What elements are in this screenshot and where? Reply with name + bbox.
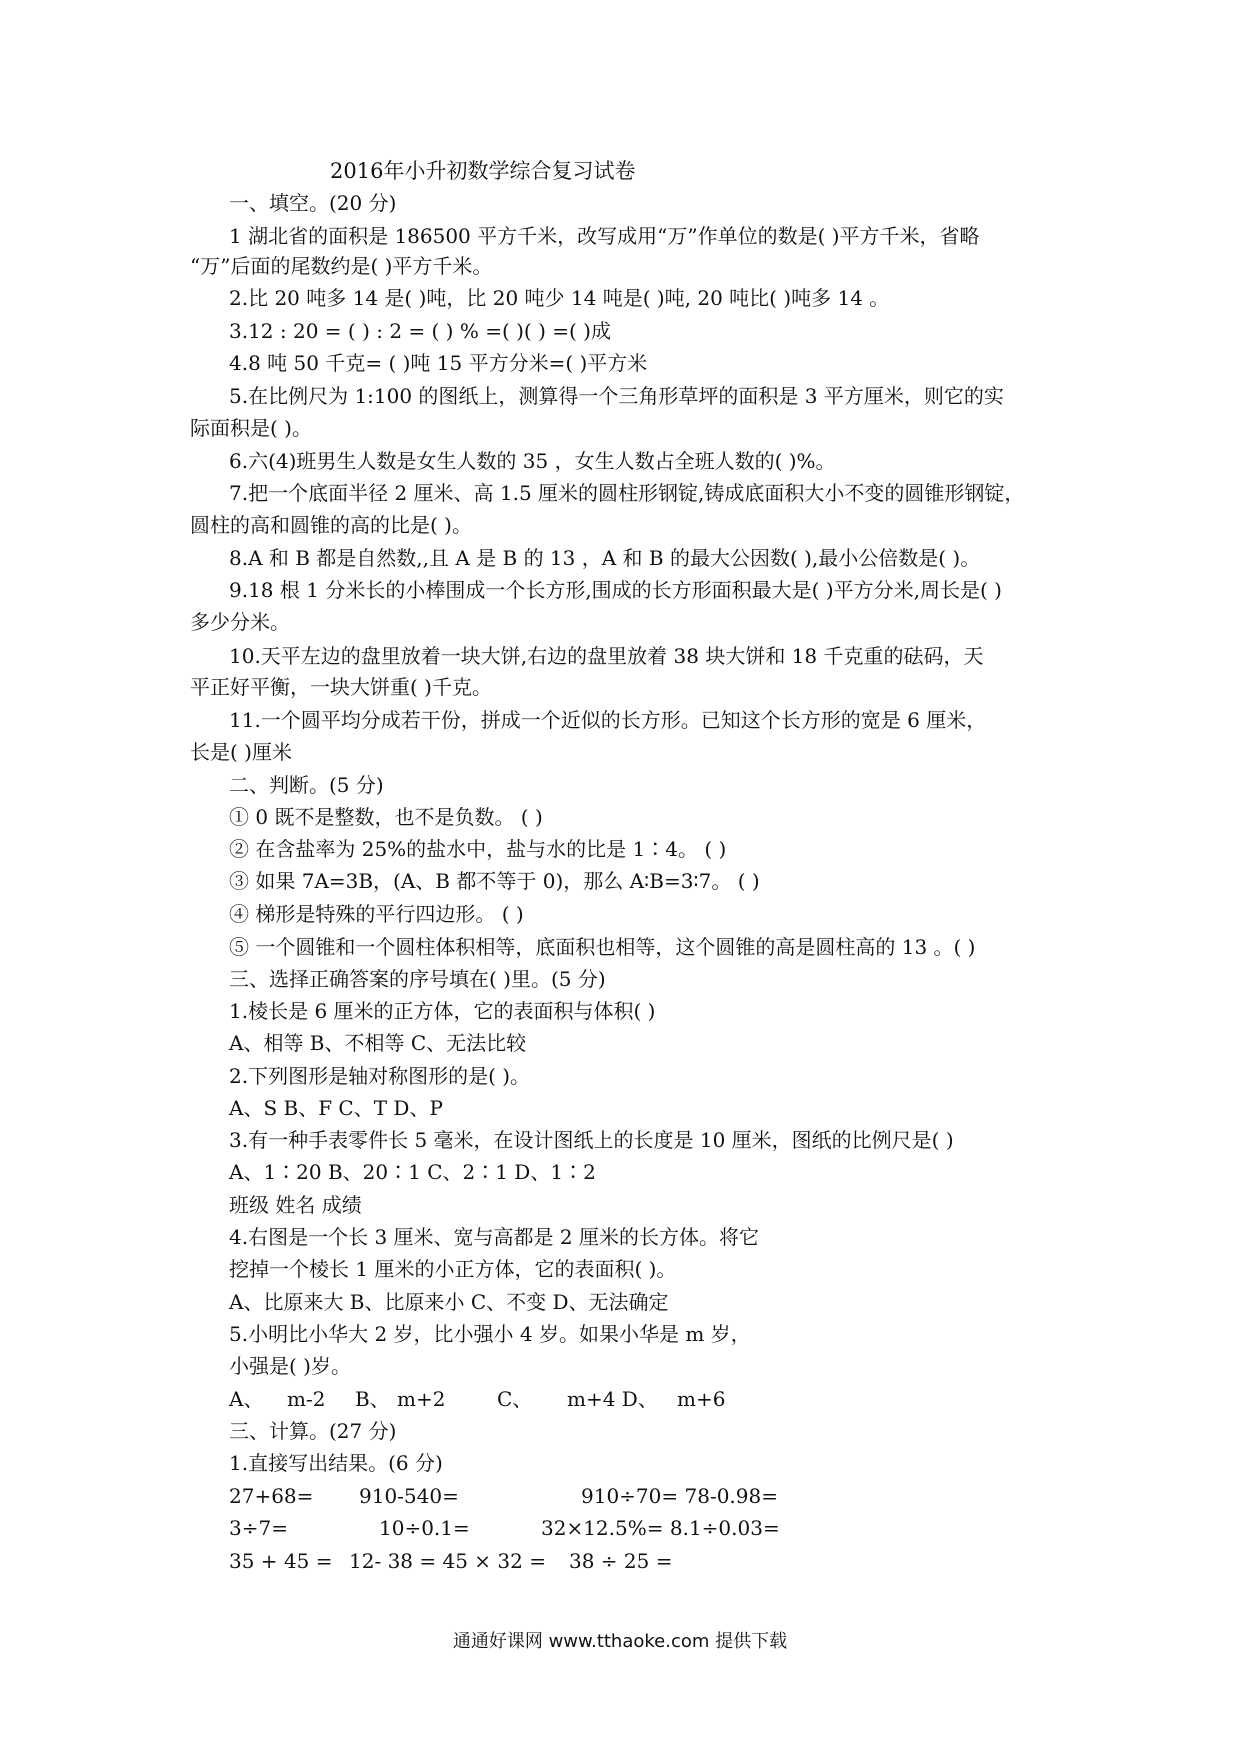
option-value: m+6 bbox=[677, 1387, 726, 1411]
choice-options: A、1∶20 B、20∶1 C、2∶1 D、1∶2 bbox=[229, 1160, 596, 1184]
question-text: 圆柱的高和圆锥的高的比是( )。 bbox=[190, 513, 472, 537]
calc-item: 35 + 45 = bbox=[229, 1549, 333, 1573]
option-label: B、 bbox=[355, 1387, 390, 1411]
footer-watermark: 通通好课网 www.tthaoke.com 提供下载 bbox=[452, 1631, 788, 1652]
calc-row bbox=[229, 1548, 673, 1574]
option-value: m+2 bbox=[397, 1387, 446, 1411]
calc-item: 12- 38 = 45 × 32 = bbox=[349, 1549, 546, 1573]
judge-item: ④ 梯形是特殊的平行四边形。 ( ) bbox=[229, 902, 524, 926]
question-text: 小强是( )岁。 bbox=[229, 1354, 351, 1378]
choice-options bbox=[229, 1386, 725, 1412]
question-text: 2.比 20 吨多 14 是( )吨，比 20 吨少 14 吨是( )吨, 20 吨比( )吨多 14 。 bbox=[229, 286, 890, 310]
page-title: 2016年小升初数学综合复习试卷 bbox=[330, 159, 636, 183]
section-heading: 三、计算。(27 分) bbox=[229, 1419, 397, 1443]
question-text: 7.把一个底面半径 2 厘米、高 1.5 厘米的圆柱形钢锭,铸成底面积大小不变的圆锥形钢锭， bbox=[229, 481, 1025, 505]
question-text: 平正好平衡，一块大饼重( )千克。 bbox=[190, 675, 492, 699]
question-text: 8.A 和 B 都是自然数,,且 A 是 B 的 13 ，A 和 B 的最大公因数( ),最小公倍数是( )。 bbox=[229, 546, 981, 570]
section-heading: 三、选择正确答案的序号填在( )里。(5 分) bbox=[229, 967, 606, 991]
question-text: 6.六(4)班男生人数是女生人数的 35 ，女生人数占全班人数的( )%。 bbox=[229, 449, 836, 473]
choice-options: A、比原来大 B、比原来小 C、不变 D、无法确定 bbox=[229, 1290, 669, 1314]
section-heading: 一、填空。(20 分) bbox=[229, 191, 397, 215]
question-text: 10.天平左边的盘里放着一块大饼,右边的盘里放着 38 块大饼和 18 千克重的砝码，天 bbox=[229, 644, 984, 668]
judge-item: ① 0 既不是整数，也不是负数。 ( ) bbox=[229, 805, 543, 829]
question-text: 1.棱长是 6 厘米的正方体，它的表面积与体积( ) bbox=[229, 999, 656, 1023]
question-text: 4.右图是一个长 3 厘米、宽与高都是 2 厘米的长方体。将它 bbox=[229, 1225, 759, 1249]
calc-item: 38 ÷ 25 = bbox=[569, 1549, 673, 1573]
judge-item: ② 在含盐率为 25%的盐水中，盐与水的比是 1∶4。 ( ) bbox=[229, 837, 727, 861]
question-text: 3.有一种手表零件长 5 毫米，在设计图纸上的长度是 10 厘米，图纸的比例尺是( ) bbox=[229, 1128, 954, 1152]
calc-item: 910÷70= 78-0.98= bbox=[581, 1484, 778, 1508]
option-label: A、 bbox=[229, 1387, 264, 1411]
question-text: 际面积是( )。 bbox=[190, 416, 312, 440]
question-text: 1 湖北省的面积是 186500 平方千米，改写成用“万”作单位的数是( )平方千米，省略 bbox=[229, 224, 980, 248]
question-text: 长是( )厘米 bbox=[190, 740, 292, 764]
choice-options: A、S B、F C、T D、P bbox=[229, 1096, 443, 1120]
section-heading: 二、判断。(5 分) bbox=[229, 773, 384, 797]
calc-item: 910-540= bbox=[359, 1484, 459, 1508]
question-text: 3.12 : 20 = ( ) : 2 = ( ) % =( )( ) =( )成 bbox=[229, 319, 611, 343]
option-label: C、 bbox=[497, 1387, 533, 1411]
calc-item: 3÷7= bbox=[229, 1516, 288, 1540]
question-text: 挖掉一个棱长 1 厘米的小正方体，它的表面积( )。 bbox=[229, 1257, 677, 1281]
question-text: 5.小明比小华大 2 岁，比小强小 4 岁。如果小华是 m 岁， bbox=[229, 1322, 751, 1346]
question-text: 多少分米。 bbox=[190, 610, 290, 634]
calc-item: 32×12.5%= 8.1÷0.03= bbox=[541, 1516, 780, 1540]
option-value: m+4 D、 bbox=[567, 1387, 658, 1411]
judge-item: ⑤ 一个圆锥和一个圆柱体积相等，底面积也相等，这个圆锥的高是圆柱高的 13 。( ) bbox=[229, 935, 976, 959]
question-text: 9.18 根 1 分米长的小棒围成一个长方形,围成的长方形面积最大是( )平方分米,周长是( ) bbox=[229, 578, 1002, 602]
calc-row bbox=[229, 1515, 780, 1541]
question-text: 2.下列图形是轴对称图形的是( )。 bbox=[229, 1064, 531, 1088]
sub-heading: 1.直接写出结果。(6 分) bbox=[229, 1451, 443, 1475]
student-info-line: 班级 姓名 成绩 bbox=[229, 1193, 362, 1217]
judge-item: ③ 如果 7A=3B，(A、B 都不等于 0)，那么 A∶B=3∶7。 ( ) bbox=[229, 869, 760, 893]
calc-row bbox=[229, 1483, 778, 1509]
question-text: 11.一个圆平均分成若干份，拼成一个近似的长方形。已知这个长方形的宽是 6 厘米， bbox=[229, 708, 987, 732]
choice-options: A、相等 B、不相等 C、无法比较 bbox=[229, 1031, 527, 1055]
option-value: m-2 bbox=[287, 1387, 326, 1411]
question-text: 4.8 吨 50 千克= ( )吨 15 平方分米=( )平方米 bbox=[229, 351, 648, 375]
question-text: 5.在比例尺为 1:100 的图纸上，测算得一个三角形草坪的面积是 3 平方厘米，则它的实 bbox=[229, 384, 1004, 408]
calc-item: 10÷0.1= bbox=[379, 1516, 470, 1540]
calc-item: 27+68= bbox=[229, 1484, 314, 1508]
question-text: “万”后面的尾数约是( )平方千米。 bbox=[190, 254, 493, 278]
